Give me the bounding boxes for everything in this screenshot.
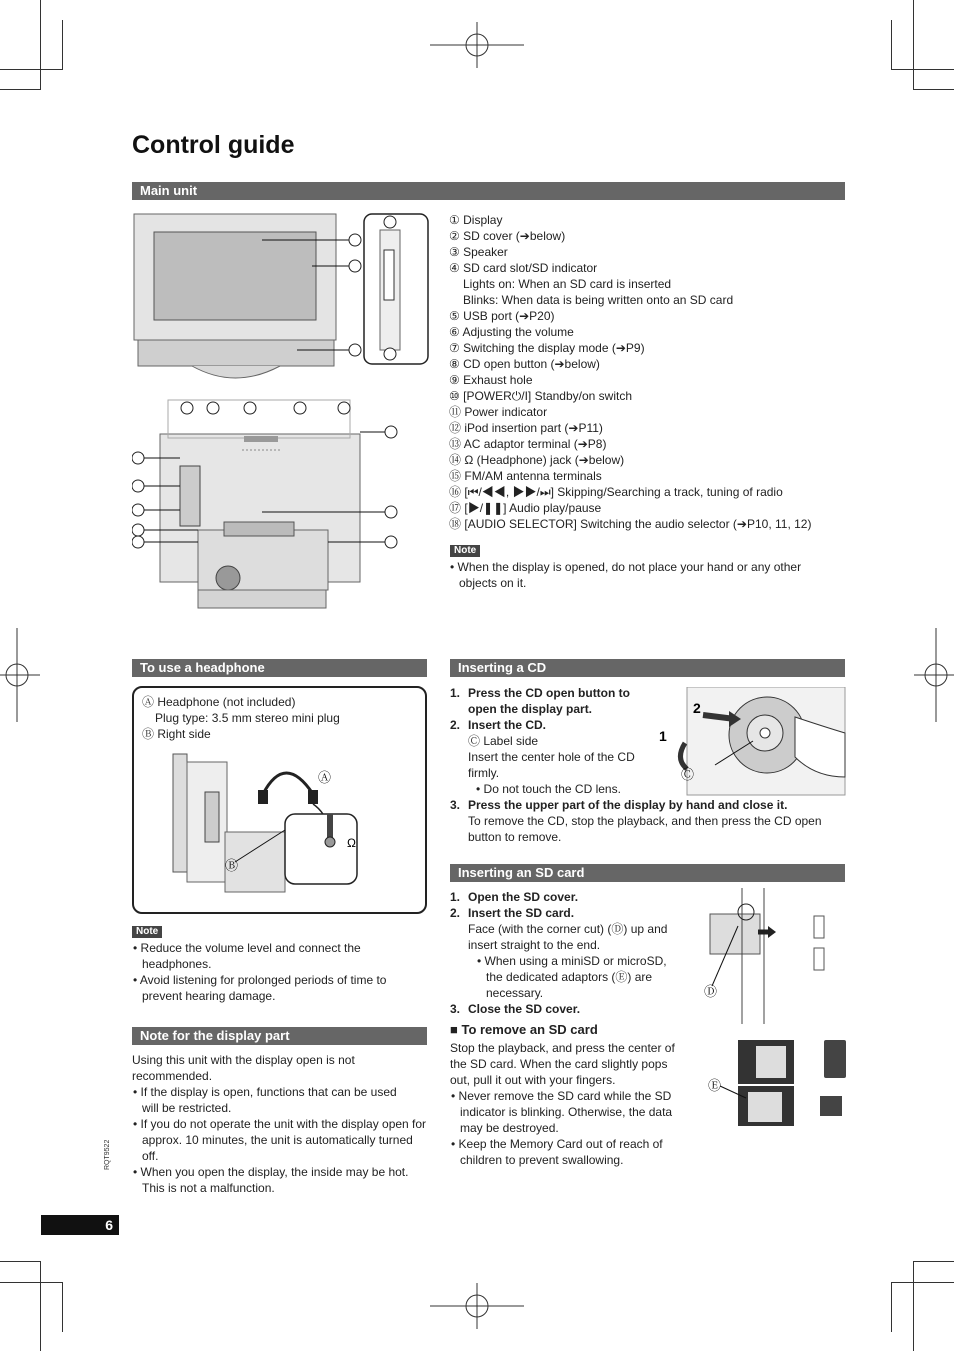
headphone-illustration bbox=[165, 752, 415, 902]
item-number: ⑰ bbox=[449, 501, 462, 515]
item-number: ④ bbox=[449, 261, 460, 275]
main-unit-item bbox=[449, 436, 811, 452]
main-note-line: • When the display is opened, do not place your hand or any other bbox=[450, 560, 802, 574]
page-number: 6 bbox=[41, 1215, 119, 1235]
item-number: ⑧ bbox=[449, 357, 460, 371]
item-number: ⑭ bbox=[449, 453, 462, 467]
item-text: [▶/❚❚] Audio play/pause bbox=[464, 501, 602, 515]
item-text: Blinks: When data is being written onto an SD card bbox=[463, 293, 734, 307]
cd-step-1: Press the CD open button to open the display part. bbox=[468, 686, 630, 716]
item-text: Ω (Headphone) jack (➔below) bbox=[464, 453, 625, 467]
cd-fig-1: 1 bbox=[659, 728, 667, 744]
page-title: Control guide bbox=[132, 131, 295, 159]
main-unit-item bbox=[449, 372, 811, 388]
item-number: ⑫ bbox=[449, 421, 462, 435]
doc-code: RQT9522 bbox=[104, 1139, 111, 1170]
headphone-line: Ⓑ Right side bbox=[142, 727, 211, 741]
main-unit-item bbox=[449, 212, 811, 228]
item-number: ⑦ bbox=[449, 341, 460, 355]
sd-adaptor-illustration bbox=[700, 1036, 847, 1128]
registration-mark-right bbox=[914, 628, 954, 722]
main-unit-item bbox=[449, 228, 811, 244]
main-unit-illustration bbox=[132, 210, 432, 620]
main-unit-item bbox=[449, 276, 811, 292]
item-text: FM/AM antenna terminals bbox=[464, 469, 602, 483]
display-note-intro: Using this unit with the display open is not recommended. bbox=[132, 1053, 355, 1083]
item-text: iPod insertion part (➔P11) bbox=[464, 421, 603, 435]
cd-step-3: Press the upper part of the display by hand and close it. bbox=[468, 798, 788, 812]
item-number: ⑮ bbox=[449, 469, 462, 483]
label-a: Ⓐ bbox=[318, 770, 332, 785]
main-unit-item bbox=[449, 244, 811, 260]
registration-mark-bottom bbox=[430, 1283, 524, 1329]
sd-step-1: Open the SD cover. bbox=[468, 890, 579, 904]
sd-fig-e: Ⓔ bbox=[708, 1078, 722, 1093]
cd-step-2-a: Ⓒ Label side bbox=[468, 734, 539, 748]
sd-step-3: Close the SD cover. bbox=[468, 1002, 581, 1016]
item-text: SD cover (➔below) bbox=[463, 229, 566, 243]
item-text: Display bbox=[463, 213, 503, 227]
sd-step-2: Insert the SD card. bbox=[468, 906, 575, 920]
item-text: USB port (➔P20) bbox=[463, 309, 555, 323]
sd-step-2-b: • When using a miniSD or microSD, the dedicated adaptors (Ⓔ) are necessary. bbox=[477, 954, 667, 1000]
item-text: Exhaust hole bbox=[463, 373, 533, 387]
main-unit-item bbox=[449, 516, 811, 532]
cd-step-2-c: • Do not touch the CD lens. bbox=[476, 782, 621, 796]
item-number: ① bbox=[449, 213, 460, 227]
item-number: ⑤ bbox=[449, 309, 460, 323]
main-unit-item bbox=[449, 484, 811, 500]
main-unit-item bbox=[449, 260, 811, 276]
sd-remove-title: ■ To remove an SD card bbox=[450, 1022, 598, 1037]
item-text: [POWER⏻/I] Standby/on switch bbox=[463, 389, 632, 403]
item-number: ⑥ bbox=[449, 325, 460, 339]
main-unit-item bbox=[449, 420, 811, 436]
sd-remove-bullet: • Never remove the SD card while the SD indicator is blinking. Otherwise, the data may be destroyed. bbox=[451, 1089, 673, 1135]
main-note-line: objects on it. bbox=[459, 576, 527, 590]
item-text: [AUDIO SELECTOR] Switching the audio selector (➔P10, 11, 12) bbox=[464, 517, 812, 531]
headphone-header: To use a headphone bbox=[132, 659, 427, 677]
cd-illustration bbox=[655, 687, 847, 797]
sd-remove-text bbox=[450, 1040, 680, 1168]
item-number: ③ bbox=[449, 245, 460, 259]
cd-step-2: Insert the CD. bbox=[468, 718, 547, 732]
sd-step-num: 3. bbox=[450, 1002, 461, 1016]
main-unit-item bbox=[449, 404, 811, 420]
headphone-text bbox=[142, 694, 340, 742]
sd-remove-body: Stop the playback, and press the center of the SD card. When the card slightly pops out, pull it out with your fingers. bbox=[450, 1041, 675, 1087]
main-unit-item bbox=[449, 500, 811, 516]
sd-fig-d: Ⓓ bbox=[704, 984, 718, 999]
item-number: ⑬ bbox=[449, 437, 462, 451]
item-text: Adjusting the volume bbox=[462, 325, 574, 339]
headphone-jack-icon: Ω bbox=[347, 836, 356, 850]
headphone-line: Ⓐ Headphone (not included) bbox=[142, 695, 296, 709]
item-text: Power indicator bbox=[464, 405, 548, 419]
item-text: [⏮/◀◀, ▶▶/⏭] Skipping/Searching a track, tuning of radio bbox=[464, 485, 783, 499]
item-text: Speaker bbox=[463, 245, 508, 259]
sd-header: Inserting an SD card bbox=[450, 864, 845, 882]
headphone-line: Plug type: 3.5 mm stereo mini plug bbox=[155, 711, 340, 725]
cd-fig-c: Ⓒ bbox=[681, 767, 695, 782]
item-number: ② bbox=[449, 229, 460, 243]
main-unit-item bbox=[449, 356, 811, 372]
headphone-note-tag: Note bbox=[132, 926, 162, 938]
main-unit-item bbox=[449, 308, 811, 324]
item-text: CD open button (➔below) bbox=[463, 357, 600, 371]
display-note-bullet: • If the display is open, functions that can be used will be restricted. bbox=[133, 1085, 397, 1115]
main-unit-item bbox=[449, 324, 811, 340]
headphone-note-item: • Reduce the volume level and connect the headphones. bbox=[133, 941, 361, 971]
item-text: Lights on: When an SD card is inserted bbox=[463, 277, 672, 291]
main-unit-list bbox=[449, 212, 811, 532]
display-note-bullet: • If you do not operate the unit with the display open for approx. 10 minutes, the unit is automatically turned off. bbox=[133, 1117, 427, 1163]
item-text: SD card slot/SD indicator bbox=[463, 261, 598, 275]
display-note-text bbox=[132, 1052, 427, 1196]
main-unit-item bbox=[449, 452, 811, 468]
item-number: ⑯ bbox=[449, 485, 462, 499]
sd-slot-illustration bbox=[700, 886, 847, 1026]
item-number: ⑱ bbox=[449, 517, 462, 531]
item-number: ⑩ bbox=[449, 389, 460, 403]
main-note-tag: Note bbox=[450, 545, 480, 557]
sd-step-num: 2. bbox=[450, 906, 461, 920]
main-unit-item bbox=[449, 388, 811, 404]
main-unit-header: Main unit bbox=[132, 182, 845, 200]
main-unit-item bbox=[449, 468, 811, 484]
item-number: ⑨ bbox=[449, 373, 460, 387]
main-unit-item bbox=[449, 292, 811, 308]
sd-step-2-a: Face (with the corner cut) (Ⓓ) up and insert straight to the end. bbox=[468, 922, 668, 952]
cd-step-num: 2. bbox=[450, 718, 461, 732]
main-unit-item bbox=[449, 340, 811, 356]
headphone-notes bbox=[132, 940, 392, 1004]
sd-remove-bullet: • Keep the Memory Card out of reach of children to prevent swallowing. bbox=[451, 1137, 663, 1167]
main-note bbox=[450, 559, 801, 591]
cd-step-num: 3. bbox=[450, 798, 461, 812]
cd-fig-2: 2 bbox=[693, 700, 701, 716]
cd-step-num: 1. bbox=[450, 686, 461, 700]
registration-mark-top bbox=[430, 22, 524, 68]
cd-step-3-b: To remove the CD, stop the playback, and then press the CD open button to remove. bbox=[468, 814, 822, 844]
registration-mark-left bbox=[0, 628, 40, 722]
cd-step-2-b: Insert the center hole of the CD firmly. bbox=[468, 750, 635, 780]
item-text: Switching the display mode (➔P9) bbox=[463, 341, 645, 355]
display-note-header: Note for the display part bbox=[132, 1027, 427, 1045]
sd-step-num: 1. bbox=[450, 890, 461, 904]
cd-header: Inserting a CD bbox=[450, 659, 845, 677]
item-text: AC adaptor terminal (➔P8) bbox=[463, 437, 607, 451]
sd-steps bbox=[450, 889, 680, 1017]
item-number: ⑪ bbox=[449, 405, 462, 419]
display-note-bullet: • When you open the display, the inside may be hot. This is not a malfunction. bbox=[133, 1165, 409, 1195]
label-b: Ⓑ bbox=[225, 858, 239, 873]
headphone-note-item: • Avoid listening for prolonged periods of time to prevent hearing damage. bbox=[133, 973, 387, 1003]
